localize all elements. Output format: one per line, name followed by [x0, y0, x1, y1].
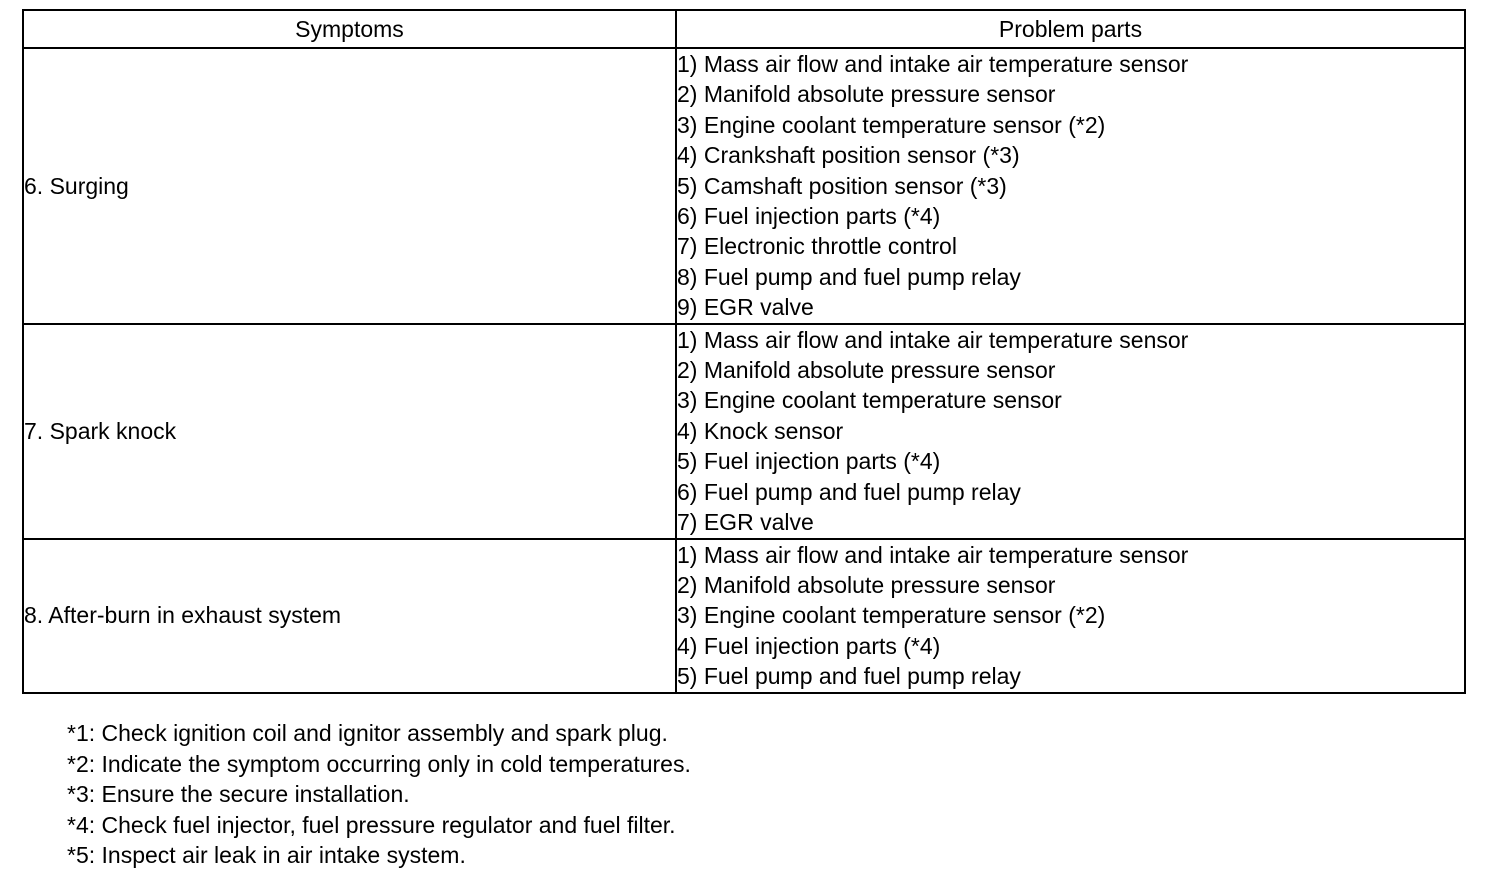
symptom-cell: 7. Spark knock: [23, 324, 676, 539]
symptom-cell: 8. After-burn in exhaust system: [23, 539, 676, 693]
footnotes: [67, 718, 691, 871]
problem-parts-column-header: Problem parts: [676, 10, 1465, 48]
problem-part-item: 1) Mass air flow and intake air temperature sensor: [677, 326, 1189, 353]
problem-part-item: 7) Electronic throttle control: [677, 233, 957, 260]
table-row: [23, 48, 1465, 324]
footnote: *3: Ensure the secure installation.: [67, 781, 410, 808]
problem-part-item: 2) Manifold absolute pressure sensor: [677, 81, 1056, 108]
problem-part-item: 5) Camshaft position sensor (*3): [677, 172, 1007, 199]
problem-part-item: 1) Mass air flow and intake air temperature sensor: [677, 541, 1189, 568]
problem-part-item: 2) Manifold absolute pressure sensor: [677, 357, 1056, 384]
problem-part-item: 6) Fuel pump and fuel pump relay: [677, 478, 1021, 505]
table-row: [23, 539, 1465, 693]
footnote: *2: Indicate the symptom occurring only in cold temperatures.: [67, 750, 691, 777]
problem-part-item: 2) Manifold absolute pressure sensor: [677, 571, 1056, 598]
footnote: *5: Inspect air leak in air intake system.: [67, 842, 466, 869]
problem-part-item: 1) Mass air flow and intake air temperature sensor: [677, 51, 1189, 77]
problem-part-item: 6) Fuel injection parts (*4): [677, 203, 941, 230]
problem-parts-cell: [676, 324, 1465, 539]
problem-part-item: 5) Fuel pump and fuel pump relay: [677, 663, 1021, 690]
symptoms-column-header: Symptoms: [23, 10, 676, 48]
footnote: *4: Check fuel injector, fuel pressure regulator and fuel filter.: [67, 811, 676, 838]
problem-part-item: 3) Engine coolant temperature sensor: [677, 387, 1062, 414]
symptom-cell: 6. Surging: [23, 48, 676, 324]
table-header-row: [23, 10, 1465, 48]
problem-part-item: 4) Fuel injection parts (*4): [677, 632, 941, 659]
problem-parts-cell: [676, 539, 1465, 693]
problem-parts-cell: [676, 48, 1465, 324]
problem-part-item: 3) Engine coolant temperature sensor (*2): [677, 111, 1106, 138]
footnote: *1: Check ignition coil and ignitor assembly and spark plug.: [67, 720, 668, 746]
table-row: [23, 324, 1465, 539]
problem-part-item: 4) Knock sensor: [677, 417, 844, 444]
problem-part-item: 4) Crankshaft position sensor (*3): [677, 142, 1020, 169]
problem-part-item: 8) Fuel pump and fuel pump relay: [677, 263, 1021, 290]
problem-part-item: 5) Fuel injection parts (*4): [677, 448, 941, 475]
symptom-table: [22, 9, 1466, 694]
problem-part-item: 3) Engine coolant temperature sensor (*2): [677, 602, 1106, 629]
problem-part-item: 9) EGR valve: [677, 294, 814, 321]
problem-part-item: 7) EGR valve: [677, 509, 814, 536]
